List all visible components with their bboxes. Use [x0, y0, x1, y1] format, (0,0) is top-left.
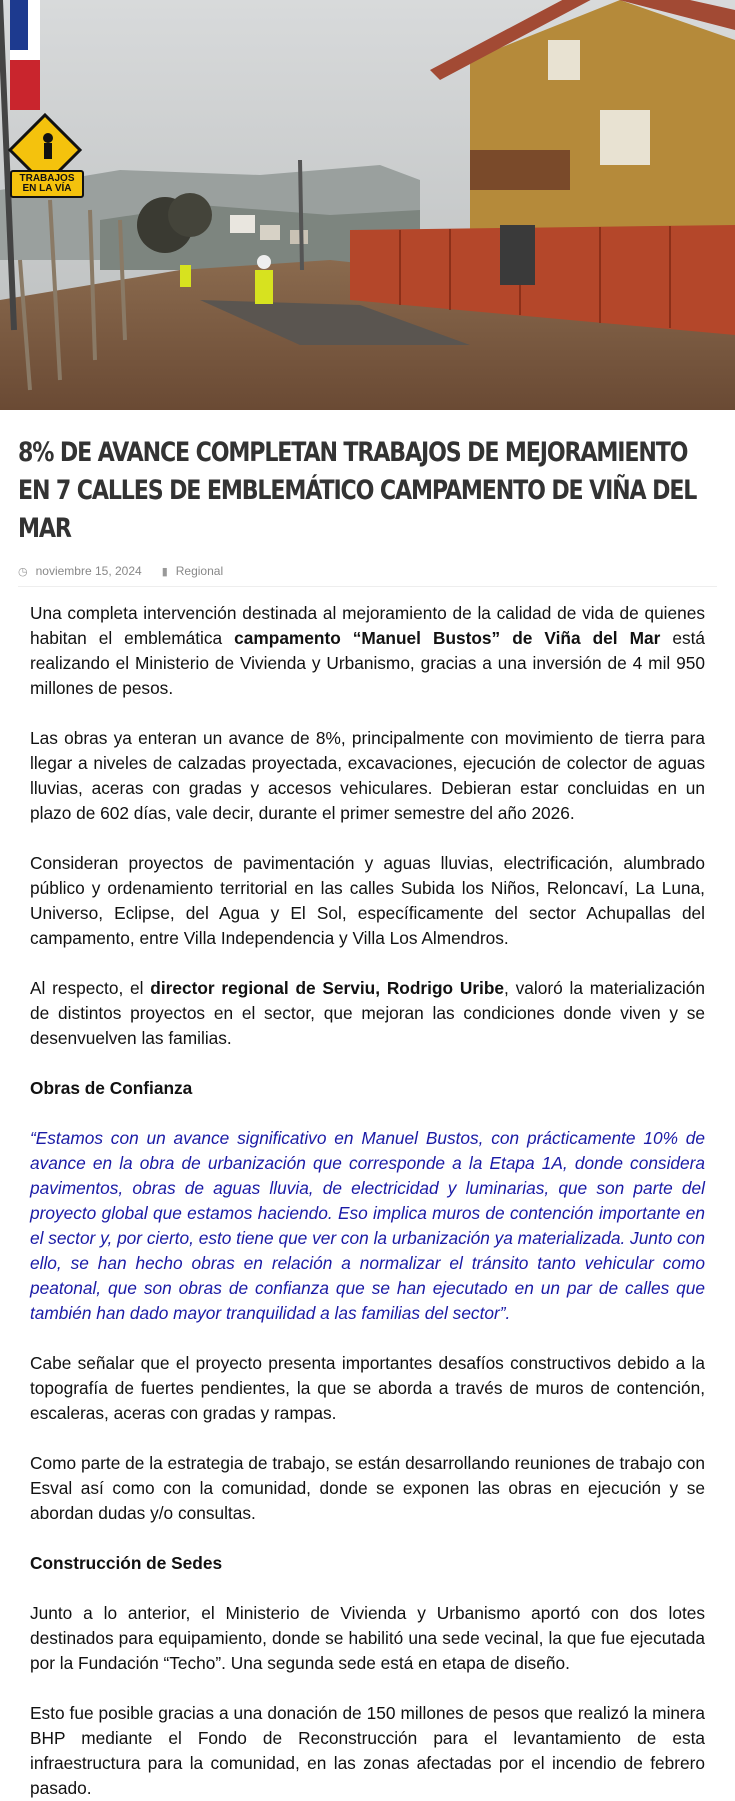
paragraph-6: Como parte de la estrategia de trabajo, se están desarrollando reuniones de trabajo con Esval así como con la comunidad, donde se exponen las obras en ejecución y se abordan dudas y/o consultas.: [30, 1453, 705, 1523]
paragraph-2: Las obras ya enteran un avance de 8%, principalmente con movimiento de tierra para llegar a niveles de calzadas proyectada, excavaciones, ejecución de colector de aguas lluvias, aceras con gradas y accesos vehiculares. Debieran estar concluidas en un plazo de 602 días, vale decir, durante el primer semestre del año 2026.: [30, 728, 705, 823]
subtitle-construccion-de-sedes: Construcción de Sedes: [30, 1553, 223, 1573]
subtitle-obras-de-confianza: Obras de Confianza: [30, 1078, 193, 1098]
paragraph-1: [30, 601, 705, 701]
paragraph-4-bold: director regional de Serviu, Rodrigo Uribe: [150, 978, 505, 998]
paragraph-4: [30, 976, 705, 1051]
article-category-link[interactable]: Regional: [175, 564, 224, 578]
article-date[interactable]: noviembre 15, 2024: [35, 564, 142, 578]
article-title: 8% DE AVANCE COMPLETAN TRABAJOS DE MEJORAMIENTO EN 7 CALLES DE EMBLEMÁTICO CAMPAMENTO DE VIÑA DEL MAR: [18, 437, 697, 544]
paragraph-4-text-c: , valoró la materialización de distintos proyectos en el sector, que mejoran las condiciones donde viven y se desenvuelven las familias.: [30, 978, 705, 1048]
paragraph-1-bold: campamento “Manuel Bustos” de Viña del Mar: [234, 628, 661, 648]
paragraph-4-text-a: Al respecto, el: [30, 978, 151, 998]
clock-icon: ◷: [18, 565, 28, 578]
paragraph-8: Esto fue posible gracias a una donación de 150 millones de pesos que realizó la minera BHP mediante el Fondo de Reconstrucción para el levantamiento de esta infraestructura para la comunidad, en las zonas afectadas por el incendio de febrero pasado.: [30, 1703, 705, 1798]
quote-paragraph: “Estamos con un avance significativo en Manuel Bustos, con prácticamente 10% de avance en la obra de urbanización que corresponde a la Etapa 1A, donde considera pavimentos, obras de aguas lluvia, de electricidad y luminarias, que son parte del proyecto global que estamos haciendo. Eso implica muros de contención importante en el sector y, por cierto, esto tiene que ver con la urbanización ya materializada. Junto con ello, se han hecho obras en relación a normalizar el tránsito tanto vehicular como peatonal, que son obras de confianza que se han ejecutado en un par de calles que también han dado mayor tranquilidad a las familias del sector”.: [30, 1128, 705, 1323]
paragraph-7: Junto a lo anterior, el Ministerio de Vivienda y Urbanismo aportó con dos lotes destinados para equipamiento, donde se habilitó una sede vecinal, la que fue ejecutada por la Fundación “Techo”. Una segunda sede está en etapa de diseño.: [30, 1603, 705, 1673]
sign-text-line-1: TRABAJOS: [19, 173, 75, 184]
paragraph-1-text-a: Una completa intervención destinada al mejoramiento de la calidad de vida de quienes habitan el emblemática: [30, 603, 705, 648]
article-meta: [18, 564, 717, 587]
paragraph-3: Consideran proyectos de pavimentación y aguas lluvias, electrificación, alumbrado público y ordenamiento territorial en las calles Subida los Niños, Reloncaví, La Luna, Universo, Eclipse, del Agua y El Sol, específicamente del sector Achupallas del campamento, entre Villa Independencia y Villa Los Almendros.: [30, 853, 705, 948]
construction-site-photo: [0, 0, 735, 410]
sign-text-line-2: EN LA VÍA: [22, 183, 72, 194]
paragraph-5: Cabe señalar que el proyecto presenta importantes desafíos constructivos debido a la topografía de fuertes pendientes, la que se aborda a través de muros de contención, escaleras, aceras con gradas y rampas.: [30, 1353, 705, 1423]
paragraph-1-text-c: está realizando el Ministerio de Vivienda y Urbanismo, gracias a una inversión de 4 mil 950 millones de pesos.: [30, 628, 705, 698]
hero-image: [0, 0, 735, 410]
article-body: [18, 587, 717, 1801]
road-work-sign-label: [10, 170, 84, 198]
folder-icon: ▮: [161, 565, 168, 578]
article: [0, 434, 735, 1801]
